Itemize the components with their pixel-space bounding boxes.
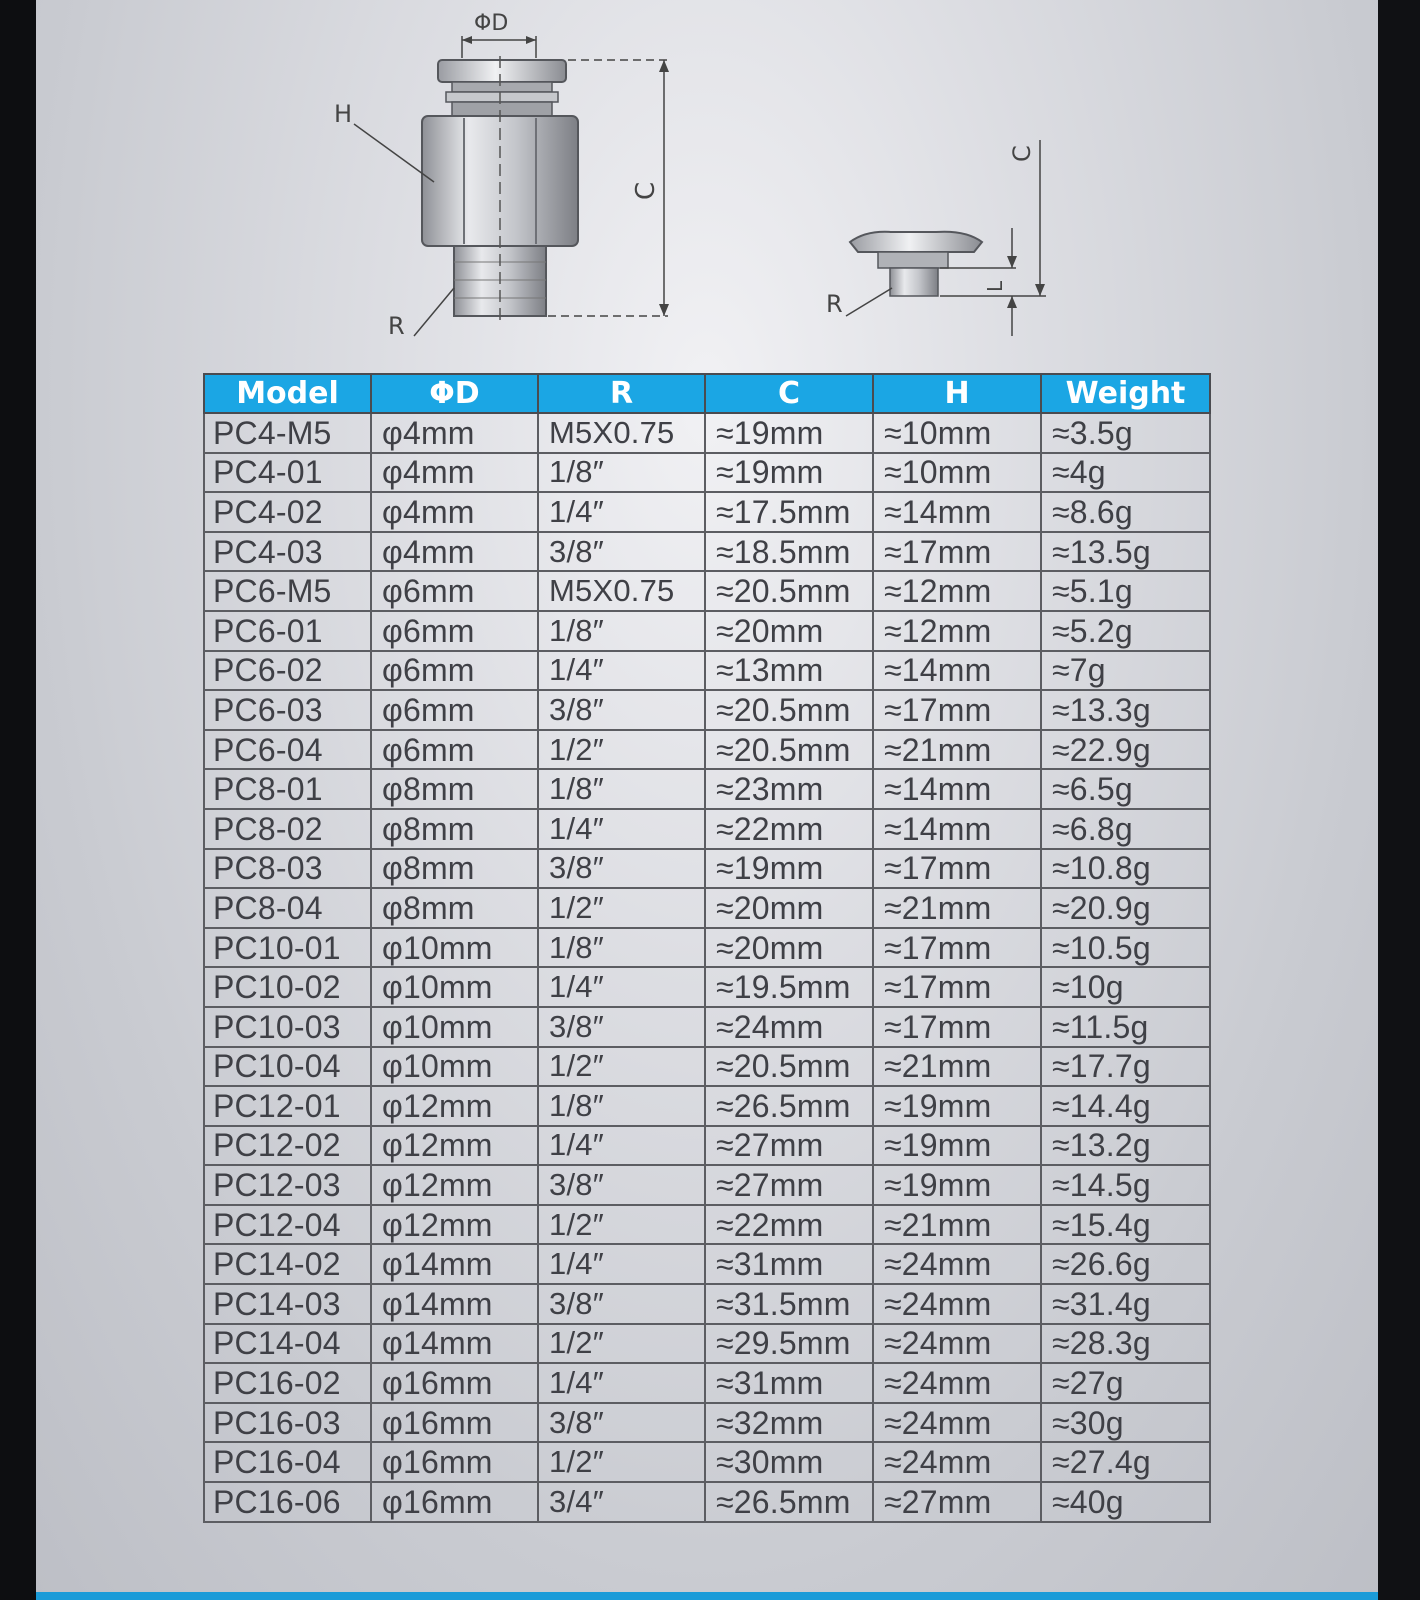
cell-model: PC8-03 [204, 849, 371, 889]
cell-diameter: φ8mm [371, 849, 538, 889]
table-row [204, 611, 1210, 651]
cell-weight: ≈13.3g [1041, 690, 1210, 730]
cell-thread: 1/8″ [538, 611, 705, 651]
cell-length: ≈19mm [705, 453, 873, 493]
cell-hex: ≈14mm [873, 651, 1041, 691]
cell-weight: ≈22.9g [1041, 730, 1210, 770]
cell-length: ≈19mm [705, 849, 873, 889]
cell-length: ≈20.5mm [705, 730, 873, 770]
table-row [204, 571, 1210, 611]
cell-thread: 1/2″ [538, 730, 705, 770]
cell-model: PC6-02 [204, 651, 371, 691]
fitting-drawing [36, 0, 1378, 360]
cell-hex: ≈24mm [873, 1324, 1041, 1364]
cell-thread: 3/8″ [538, 1284, 705, 1324]
cell-model: PC6-01 [204, 611, 371, 651]
cell-diameter: φ16mm [371, 1363, 538, 1403]
cell-hex: ≈12mm [873, 611, 1041, 651]
cell-diameter: φ14mm [371, 1244, 538, 1284]
table-row [204, 532, 1210, 572]
cell-weight: ≈5.2g [1041, 611, 1210, 651]
cell-thread: 3/8″ [538, 690, 705, 730]
cell-model: PC10-01 [204, 928, 371, 968]
cell-length: ≈20.5mm [705, 1047, 873, 1087]
cell-model: PC12-01 [204, 1086, 371, 1126]
table-row [204, 769, 1210, 809]
cell-length: ≈31mm [705, 1244, 873, 1284]
cell-length: ≈32mm [705, 1403, 873, 1443]
cell-thread: 1/4″ [538, 651, 705, 691]
cell-model: PC4-01 [204, 453, 371, 493]
table-row [204, 1363, 1210, 1403]
cell-length: ≈13mm [705, 651, 873, 691]
table-row [204, 492, 1210, 532]
cell-length: ≈31mm [705, 1363, 873, 1403]
cell-diameter: φ4mm [371, 532, 538, 572]
cell-model: PC10-04 [204, 1047, 371, 1087]
cell-length: ≈19.5mm [705, 967, 873, 1007]
cell-diameter: φ12mm [371, 1086, 538, 1126]
cell-model: PC6-03 [204, 690, 371, 730]
cell-thread: 3/8″ [538, 1007, 705, 1047]
table-row [204, 1403, 1210, 1443]
cell-model: PC16-02 [204, 1363, 371, 1403]
cell-model: PC4-M5 [204, 413, 371, 453]
table-row [204, 1442, 1210, 1482]
cell-thread: 3/8″ [538, 1403, 705, 1443]
cell-model: PC10-02 [204, 967, 371, 1007]
cell-length: ≈23mm [705, 769, 873, 809]
cell-weight: ≈6.5g [1041, 769, 1210, 809]
cell-model: PC8-04 [204, 888, 371, 928]
right-dark-edge [1378, 0, 1420, 1600]
table-row [204, 690, 1210, 730]
cell-diameter: φ16mm [371, 1482, 538, 1522]
cell-weight: ≈27g [1041, 1363, 1210, 1403]
table-row [204, 928, 1210, 968]
cell-weight: ≈40g [1041, 1482, 1210, 1522]
table-row [204, 453, 1210, 493]
cell-length: ≈18.5mm [705, 532, 873, 572]
cell-diameter: φ6mm [371, 730, 538, 770]
cell-diameter: φ8mm [371, 809, 538, 849]
table-row [204, 1324, 1210, 1364]
cell-thread: 1/4″ [538, 1363, 705, 1403]
cell-hex: ≈21mm [873, 888, 1041, 928]
spec-table [203, 373, 1211, 1523]
cell-thread: 1/8″ [538, 928, 705, 968]
cell-thread: 1/2″ [538, 1205, 705, 1245]
cell-model: PC12-04 [204, 1205, 371, 1245]
cell-length: ≈22mm [705, 809, 873, 849]
cell-length: ≈27mm [705, 1126, 873, 1166]
cell-weight: ≈4g [1041, 453, 1210, 493]
table-row [204, 651, 1210, 691]
cell-weight: ≈14.5g [1041, 1165, 1210, 1205]
cell-weight: ≈13.5g [1041, 532, 1210, 572]
cell-hex: ≈17mm [873, 928, 1041, 968]
cell-diameter: φ8mm [371, 888, 538, 928]
table-row [204, 1165, 1210, 1205]
cell-thread: 1/2″ [538, 1047, 705, 1087]
cell-length: ≈26.5mm [705, 1086, 873, 1126]
left-dark-edge [0, 0, 36, 1600]
cell-weight: ≈17.7g [1041, 1047, 1210, 1087]
header-length: C [705, 374, 873, 413]
cell-weight: ≈3.5g [1041, 413, 1210, 453]
cell-hex: ≈17mm [873, 690, 1041, 730]
cell-length: ≈29.5mm [705, 1324, 873, 1364]
cell-hex: ≈10mm [873, 413, 1041, 453]
table-row [204, 1047, 1210, 1087]
cell-length: ≈24mm [705, 1007, 873, 1047]
cell-weight: ≈20.9g [1041, 888, 1210, 928]
cell-length: ≈27mm [705, 1165, 873, 1205]
table-row [204, 1007, 1210, 1047]
label-diameter: ΦD [474, 11, 509, 36]
label-thread: R [388, 312, 405, 340]
cell-diameter: φ14mm [371, 1324, 538, 1364]
cell-length: ≈19mm [705, 413, 873, 453]
cell-diameter: φ10mm [371, 928, 538, 968]
cell-hex: ≈17mm [873, 1007, 1041, 1047]
cell-model: PC14-04 [204, 1324, 371, 1364]
cell-hex: ≈24mm [873, 1363, 1041, 1403]
table-row [204, 888, 1210, 928]
cell-diameter: φ10mm [371, 1007, 538, 1047]
cell-hex: ≈21mm [873, 1047, 1041, 1087]
cell-model: PC16-04 [204, 1442, 371, 1482]
label-side-thread: R [826, 290, 843, 318]
cell-diameter: φ8mm [371, 769, 538, 809]
cell-thread: 1/8″ [538, 453, 705, 493]
cell-model: PC12-02 [204, 1126, 371, 1166]
cell-hex: ≈19mm [873, 1086, 1041, 1126]
cell-length: ≈22mm [705, 1205, 873, 1245]
cell-hex: ≈21mm [873, 1205, 1041, 1245]
cell-weight: ≈30g [1041, 1403, 1210, 1443]
cell-diameter: φ12mm [371, 1165, 538, 1205]
label-side-length: C [1008, 145, 1036, 162]
cell-diameter: φ12mm [371, 1126, 538, 1166]
cell-hex: ≈17mm [873, 532, 1041, 572]
table-body [204, 413, 1210, 1522]
cell-diameter: φ6mm [371, 651, 538, 691]
cell-hex: ≈24mm [873, 1403, 1041, 1443]
header-model: Model [204, 374, 371, 413]
cell-thread: 3/8″ [538, 1165, 705, 1205]
cell-length: ≈20mm [705, 611, 873, 651]
table-row [204, 1284, 1210, 1324]
cell-hex: ≈12mm [873, 571, 1041, 611]
cell-thread: 1/2″ [538, 1324, 705, 1364]
cell-weight: ≈14.4g [1041, 1086, 1210, 1126]
cell-thread: 3/4″ [538, 1482, 705, 1522]
cell-weight: ≈5.1g [1041, 571, 1210, 611]
cell-thread: 1/2″ [538, 888, 705, 928]
cell-diameter: φ6mm [371, 611, 538, 651]
cell-hex: ≈14mm [873, 809, 1041, 849]
cell-hex: ≈19mm [873, 1165, 1041, 1205]
cell-weight: ≈7g [1041, 651, 1210, 691]
cell-thread: 1/4″ [538, 1126, 705, 1166]
header-diameter: ΦD [371, 374, 538, 413]
cell-diameter: φ10mm [371, 967, 538, 1007]
cell-hex: ≈24mm [873, 1284, 1041, 1324]
cell-model: PC4-02 [204, 492, 371, 532]
cell-weight: ≈10g [1041, 967, 1210, 1007]
side-fitting [826, 140, 1046, 336]
table-row [204, 1205, 1210, 1245]
main-fitting [334, 11, 669, 340]
cell-diameter: φ16mm [371, 1403, 538, 1443]
header-hex: H [873, 374, 1041, 413]
header-thread: R [538, 374, 705, 413]
cell-hex: ≈21mm [873, 730, 1041, 770]
table-row [204, 1244, 1210, 1284]
cell-thread: 3/8″ [538, 532, 705, 572]
cell-thread: 1/4″ [538, 492, 705, 532]
cell-length: ≈30mm [705, 1442, 873, 1482]
cell-length: ≈20.5mm [705, 571, 873, 611]
table-row [204, 1086, 1210, 1126]
cell-model: PC14-03 [204, 1284, 371, 1324]
table-row [204, 849, 1210, 889]
label-thread-length: L [983, 280, 1007, 292]
cell-hex: ≈24mm [873, 1244, 1041, 1284]
cell-thread: 1/2″ [538, 1442, 705, 1482]
table-row [204, 809, 1210, 849]
cell-model: PC14-02 [204, 1244, 371, 1284]
table-header-row [204, 374, 1210, 413]
cell-hex: ≈10mm [873, 453, 1041, 493]
cell-weight: ≈28.3g [1041, 1324, 1210, 1364]
cell-model: PC10-03 [204, 1007, 371, 1047]
bottom-accent-bar [36, 1592, 1378, 1600]
cell-model: PC12-03 [204, 1165, 371, 1205]
spec-sheet [36, 0, 1378, 1600]
cell-diameter: φ16mm [371, 1442, 538, 1482]
cell-diameter: φ4mm [371, 492, 538, 532]
cell-weight: ≈11.5g [1041, 1007, 1210, 1047]
cell-diameter: φ6mm [371, 571, 538, 611]
cell-diameter: φ6mm [371, 690, 538, 730]
cell-diameter: φ4mm [371, 413, 538, 453]
cell-model: PC8-02 [204, 809, 371, 849]
table-row [204, 1126, 1210, 1166]
cell-weight: ≈8.6g [1041, 492, 1210, 532]
label-length: C [631, 181, 661, 200]
label-hex: H [334, 100, 353, 128]
cell-diameter: φ4mm [371, 453, 538, 493]
cell-length: ≈26.5mm [705, 1482, 873, 1522]
cell-hex: ≈27mm [873, 1482, 1041, 1522]
cell-hex: ≈17mm [873, 849, 1041, 889]
cell-hex: ≈19mm [873, 1126, 1041, 1166]
cell-model: PC4-03 [204, 532, 371, 572]
cell-thread: 1/8″ [538, 769, 705, 809]
cell-length: ≈20mm [705, 888, 873, 928]
cell-weight: ≈27.4g [1041, 1442, 1210, 1482]
cell-thread: 1/4″ [538, 1244, 705, 1284]
table-row [204, 1482, 1210, 1522]
cell-weight: ≈31.4g [1041, 1284, 1210, 1324]
cell-model: PC16-03 [204, 1403, 371, 1443]
cell-hex: ≈14mm [873, 769, 1041, 809]
cell-thread: 1/8″ [538, 1086, 705, 1126]
cell-weight: ≈13.2g [1041, 1126, 1210, 1166]
header-weight: Weight [1041, 374, 1210, 413]
cell-hex: ≈24mm [873, 1442, 1041, 1482]
cell-hex: ≈14mm [873, 492, 1041, 532]
cell-diameter: φ14mm [371, 1284, 538, 1324]
cell-weight: ≈6.8g [1041, 809, 1210, 849]
cell-thread: M5X0.75 [538, 413, 705, 453]
cell-weight: ≈26.6g [1041, 1244, 1210, 1284]
cell-diameter: φ12mm [371, 1205, 538, 1245]
table-row [204, 730, 1210, 770]
cell-length: ≈31.5mm [705, 1284, 873, 1324]
table-row [204, 413, 1210, 453]
cell-diameter: φ10mm [371, 1047, 538, 1087]
cell-model: PC6-M5 [204, 571, 371, 611]
cell-thread: 1/4″ [538, 967, 705, 1007]
cell-length: ≈17.5mm [705, 492, 873, 532]
cell-model: PC16-06 [204, 1482, 371, 1522]
cell-thread: 3/8″ [538, 849, 705, 889]
cell-thread: 1/4″ [538, 809, 705, 849]
cell-length: ≈20.5mm [705, 690, 873, 730]
cell-model: PC6-04 [204, 730, 371, 770]
cell-thread: M5X0.75 [538, 571, 705, 611]
table-row [204, 967, 1210, 1007]
cell-length: ≈20mm [705, 928, 873, 968]
cell-weight: ≈15.4g [1041, 1205, 1210, 1245]
cell-model: PC8-01 [204, 769, 371, 809]
cell-weight: ≈10.5g [1041, 928, 1210, 968]
cell-weight: ≈10.8g [1041, 849, 1210, 889]
cell-hex: ≈17mm [873, 967, 1041, 1007]
